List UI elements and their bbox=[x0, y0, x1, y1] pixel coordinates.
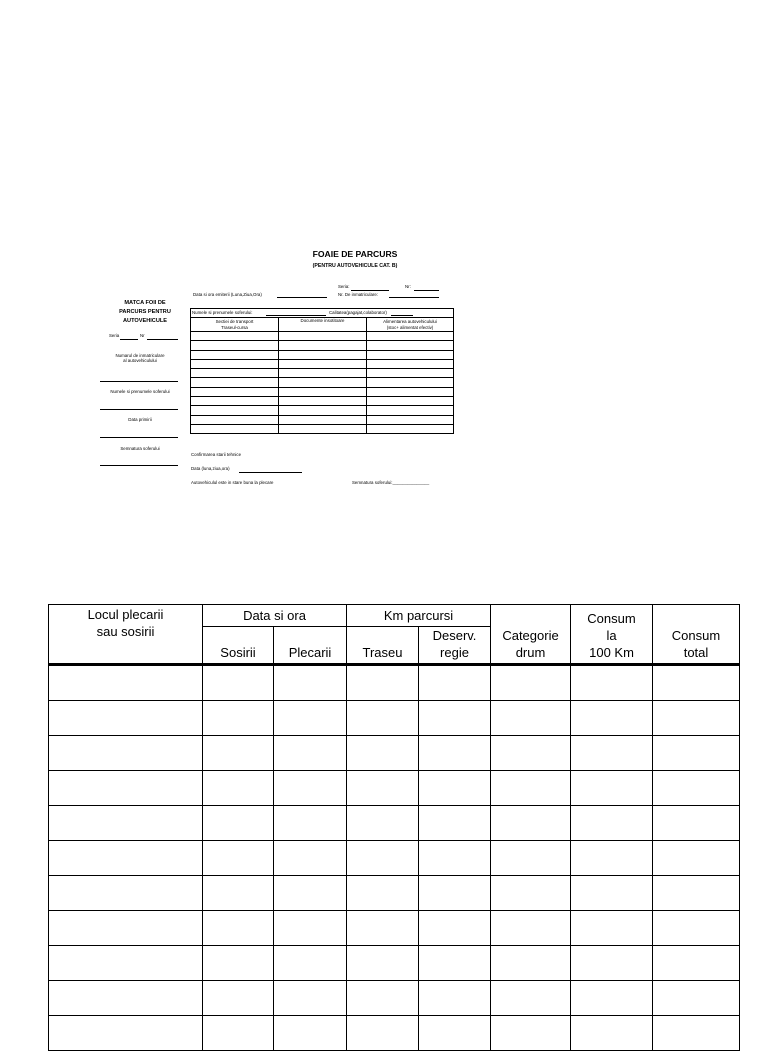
header-deserv-regie: Deserv. regie bbox=[419, 627, 491, 665]
top-table-cell[interactable] bbox=[367, 424, 454, 433]
route-table-cell[interactable] bbox=[203, 771, 274, 806]
route-table-cell[interactable] bbox=[491, 736, 571, 771]
route-table-cell[interactable] bbox=[274, 981, 347, 1016]
top-table-cell[interactable] bbox=[367, 378, 454, 387]
header-plecarii: Plecarii bbox=[274, 627, 347, 665]
route-table-cell[interactable] bbox=[419, 701, 491, 736]
form-subtitle: (PENTRU AUTOVEHICULE CAT. B) bbox=[312, 263, 398, 269]
route-table-cell[interactable] bbox=[653, 806, 740, 841]
route-table-cell[interactable] bbox=[491, 1016, 571, 1051]
driver-label: Numele si prenumele soferului: bbox=[192, 310, 253, 315]
route-table-row bbox=[49, 946, 740, 981]
route-table-cell[interactable] bbox=[571, 736, 653, 771]
route-table-cell[interactable] bbox=[419, 981, 491, 1016]
route-table-cell[interactable] bbox=[653, 981, 740, 1016]
top-table-cell[interactable] bbox=[191, 350, 279, 359]
route-table-cell[interactable] bbox=[274, 911, 347, 946]
header-km-parcursi: Km parcursi bbox=[347, 605, 491, 627]
route-table-cell[interactable] bbox=[203, 665, 274, 701]
top-table-cell[interactable] bbox=[279, 387, 367, 396]
driver-sign-label: Semnatura soferului:_______________ bbox=[352, 480, 430, 485]
route-table-cell[interactable] bbox=[274, 1016, 347, 1051]
stub-seria-label: Seria bbox=[109, 333, 120, 338]
route-table-cell[interactable] bbox=[203, 946, 274, 981]
route-table-cell[interactable] bbox=[419, 911, 491, 946]
date-emission-field[interactable] bbox=[277, 297, 327, 298]
route-table-cell[interactable] bbox=[203, 876, 274, 911]
plate-label: Nr. De inmatriculare: bbox=[338, 292, 379, 297]
route-table-row bbox=[49, 981, 740, 1016]
route-table-cell[interactable] bbox=[49, 665, 203, 701]
header-traseu: Traseu bbox=[347, 627, 419, 665]
route-table-cell[interactable] bbox=[571, 876, 653, 911]
route-table-cell[interactable] bbox=[653, 665, 740, 701]
top-table-row bbox=[191, 350, 454, 359]
route-table-row bbox=[49, 876, 740, 911]
seria-field[interactable] bbox=[351, 290, 389, 291]
quality-label: Calitatea(pagajat,colaborator) bbox=[329, 310, 387, 315]
route-table-cell[interactable] bbox=[491, 946, 571, 981]
top-table-cell[interactable] bbox=[367, 332, 454, 341]
route-table-cell[interactable] bbox=[491, 876, 571, 911]
nr-label: Nr: bbox=[405, 284, 411, 289]
top-table bbox=[190, 308, 454, 434]
top-table-cell[interactable] bbox=[367, 341, 454, 350]
route-table-cell[interactable] bbox=[653, 701, 740, 736]
route-table-cell[interactable] bbox=[274, 946, 347, 981]
route-table-cell[interactable] bbox=[571, 841, 653, 876]
route-table-cell[interactable] bbox=[419, 1016, 491, 1051]
header-consum-100km: Consum la 100 Km bbox=[571, 605, 653, 665]
nr-field[interactable] bbox=[414, 290, 439, 291]
route-table-cell[interactable] bbox=[347, 946, 419, 981]
route-table-cell[interactable] bbox=[203, 841, 274, 876]
route-table-cell[interactable] bbox=[49, 946, 203, 981]
route-table-cell[interactable] bbox=[347, 841, 419, 876]
route-table-cell[interactable] bbox=[571, 771, 653, 806]
driver-row bbox=[191, 309, 454, 318]
top-table-cell[interactable] bbox=[279, 397, 367, 406]
route-table-cell[interactable] bbox=[653, 911, 740, 946]
stub-title: MATCA FOII DE PARCURS PENTRU AUTOVEHICULE bbox=[119, 300, 171, 324]
stub-signature-field[interactable] bbox=[100, 465, 178, 466]
col-header-documente: Documente insotitoare bbox=[279, 318, 367, 332]
header-categorie: Categorie drum bbox=[491, 605, 571, 665]
top-table-cell[interactable] bbox=[191, 406, 279, 415]
route-table-cell[interactable] bbox=[203, 736, 274, 771]
top-table-cell[interactable] bbox=[367, 397, 454, 406]
stub-signature-label: Semnatura soferului bbox=[120, 446, 160, 451]
top-table-cell[interactable] bbox=[191, 424, 279, 433]
header-consum-total: Consum total bbox=[653, 605, 740, 665]
top-table-cell[interactable] bbox=[279, 406, 367, 415]
route-table-cell[interactable] bbox=[203, 806, 274, 841]
stub-plate-label: Numarul de inmatriculare al autovehiculului bbox=[115, 353, 165, 364]
route-table-cell[interactable] bbox=[653, 1016, 740, 1051]
route-table-cell[interactable] bbox=[491, 981, 571, 1016]
route-table-cell[interactable] bbox=[274, 806, 347, 841]
top-table-cell[interactable] bbox=[279, 350, 367, 359]
route-table-cell[interactable] bbox=[653, 946, 740, 981]
driver-field[interactable] bbox=[266, 315, 326, 316]
route-table-cell[interactable] bbox=[491, 701, 571, 736]
top-table-cell[interactable] bbox=[367, 406, 454, 415]
header-sosirii: Sosirii bbox=[203, 627, 274, 665]
route-table-cell[interactable] bbox=[49, 981, 203, 1016]
route-table-row bbox=[49, 806, 740, 841]
date-emission-label: Data si ora emiterii (Luna,Ziua,Ora) bbox=[193, 292, 262, 297]
route-table-cell[interactable] bbox=[49, 771, 203, 806]
route-table-cell[interactable] bbox=[347, 806, 419, 841]
top-table-cell[interactable] bbox=[191, 341, 279, 350]
route-table-cell[interactable] bbox=[571, 1016, 653, 1051]
route-table-cell[interactable] bbox=[419, 876, 491, 911]
header-locul: Locul plecarii sau sosirii bbox=[49, 605, 203, 665]
route-table-cell[interactable] bbox=[491, 771, 571, 806]
route-table-cell[interactable] bbox=[347, 701, 419, 736]
route-table-cell[interactable] bbox=[49, 806, 203, 841]
route-table-cell[interactable] bbox=[491, 911, 571, 946]
route-table-cell[interactable] bbox=[347, 911, 419, 946]
stub-driver-field[interactable] bbox=[100, 409, 178, 410]
route-table-cell[interactable] bbox=[347, 981, 419, 1016]
top-table-cell[interactable] bbox=[191, 359, 279, 368]
route-table-cell[interactable] bbox=[653, 841, 740, 876]
top-table-cell[interactable] bbox=[367, 387, 454, 396]
top-table-cell[interactable] bbox=[367, 359, 454, 368]
stub-plate-field[interactable] bbox=[100, 381, 178, 382]
top-table-cell[interactable] bbox=[279, 341, 367, 350]
top-table-cell[interactable] bbox=[279, 378, 367, 387]
top-table-cell[interactable] bbox=[191, 332, 279, 341]
route-table-cell[interactable] bbox=[419, 841, 491, 876]
header-data-si-ora: Data si ora bbox=[203, 605, 347, 627]
top-table-cell[interactable] bbox=[367, 369, 454, 378]
stub-seria-field[interactable] bbox=[120, 339, 138, 340]
route-table-row bbox=[49, 771, 740, 806]
route-table-cell[interactable] bbox=[571, 665, 653, 701]
route-table-cell[interactable] bbox=[203, 911, 274, 946]
route-table-cell[interactable] bbox=[347, 876, 419, 911]
route-table-cell[interactable] bbox=[653, 771, 740, 806]
route-table-cell[interactable] bbox=[49, 736, 203, 771]
top-table-cell[interactable] bbox=[367, 415, 454, 424]
route-table-cell[interactable] bbox=[571, 701, 653, 736]
quality-field[interactable] bbox=[391, 315, 413, 316]
route-table-cell[interactable] bbox=[347, 665, 419, 701]
top-table-row bbox=[191, 415, 454, 424]
footer-date-label: Data (luna,ziua,ora) bbox=[191, 466, 230, 471]
top-table-cell[interactable] bbox=[191, 378, 279, 387]
route-table-cell[interactable] bbox=[571, 911, 653, 946]
route-table-cell[interactable] bbox=[491, 806, 571, 841]
top-table-cell[interactable] bbox=[191, 397, 279, 406]
top-table-cell[interactable] bbox=[279, 369, 367, 378]
route-table-row bbox=[49, 701, 740, 736]
route-table-cell[interactable] bbox=[653, 876, 740, 911]
route-table-cell[interactable] bbox=[203, 981, 274, 1016]
route-table-row bbox=[49, 841, 740, 876]
top-table-row bbox=[191, 359, 454, 368]
route-table-cell[interactable] bbox=[274, 665, 347, 701]
route-table-cell[interactable] bbox=[274, 876, 347, 911]
top-table-row bbox=[191, 332, 454, 341]
form-title: FOAIE DE PARCURS bbox=[312, 249, 398, 259]
route-table-cell[interactable] bbox=[203, 701, 274, 736]
route-table-cell[interactable] bbox=[49, 911, 203, 946]
top-table-cell[interactable] bbox=[279, 415, 367, 424]
route-table-cell[interactable] bbox=[274, 771, 347, 806]
route-table-cell[interactable] bbox=[203, 1016, 274, 1051]
top-table-row bbox=[191, 387, 454, 396]
route-table-cell[interactable] bbox=[49, 841, 203, 876]
route-table-row bbox=[49, 1016, 740, 1051]
top-table-cell[interactable] bbox=[191, 415, 279, 424]
plate-field[interactable] bbox=[389, 297, 439, 298]
top-table-cell[interactable] bbox=[279, 359, 367, 368]
top-table-row bbox=[191, 406, 454, 415]
top-table-cell[interactable] bbox=[191, 387, 279, 396]
route-table-row bbox=[49, 736, 740, 771]
top-table-cell[interactable] bbox=[367, 350, 454, 359]
col-header-alimentare: Alimentarea autovehiculului (stoc+ alimentat efectiv) bbox=[367, 318, 454, 332]
route-table-cell[interactable] bbox=[274, 736, 347, 771]
route-table-cell[interactable] bbox=[347, 1016, 419, 1051]
route-table-cell[interactable] bbox=[571, 981, 653, 1016]
tech-confirm-label: Confirmarea starii tehnice bbox=[191, 452, 242, 457]
route-table-cell[interactable] bbox=[49, 701, 203, 736]
stub-driver-label: Numele si prenumele soferului bbox=[110, 389, 170, 394]
top-table-row bbox=[191, 424, 454, 433]
route-table-cell[interactable] bbox=[419, 946, 491, 981]
route-table-cell[interactable] bbox=[571, 946, 653, 981]
stub-nr-field[interactable] bbox=[147, 339, 178, 340]
col-header-traseu: Sectiei de transport Traseul-cursa bbox=[191, 318, 279, 332]
top-table-row bbox=[191, 369, 454, 378]
route-table-cell[interactable] bbox=[419, 736, 491, 771]
route-table-row bbox=[49, 911, 740, 946]
stub-nr-label: Nr bbox=[140, 333, 145, 338]
route-table-cell[interactable] bbox=[491, 665, 571, 701]
route-table bbox=[48, 604, 740, 1051]
top-table-cell[interactable] bbox=[279, 332, 367, 341]
top-table-cell[interactable] bbox=[191, 369, 279, 378]
route-table-cell[interactable] bbox=[419, 771, 491, 806]
stub-received-label: Data primirii bbox=[128, 417, 152, 422]
vehicle-ok-label: Autovehiculul este in stare buna la plecare bbox=[191, 480, 274, 485]
top-table-row bbox=[191, 378, 454, 387]
route-table-cell[interactable] bbox=[347, 771, 419, 806]
route-table-row bbox=[49, 665, 740, 701]
route-table-cell[interactable] bbox=[419, 806, 491, 841]
stub-received-field[interactable] bbox=[100, 437, 178, 438]
route-table-cell[interactable] bbox=[571, 806, 653, 841]
top-table-row bbox=[191, 397, 454, 406]
route-table-cell[interactable] bbox=[49, 1016, 203, 1051]
route-table-cell[interactable] bbox=[274, 841, 347, 876]
top-table-cell[interactable] bbox=[279, 424, 367, 433]
route-table-cell[interactable] bbox=[491, 841, 571, 876]
route-table-cell[interactable] bbox=[419, 665, 491, 701]
seria-label: Seria: bbox=[338, 284, 350, 289]
route-table-cell[interactable] bbox=[653, 736, 740, 771]
route-table-cell[interactable] bbox=[49, 876, 203, 911]
top-table-row bbox=[191, 341, 454, 350]
route-table-cell[interactable] bbox=[347, 736, 419, 771]
footer-date-field[interactable] bbox=[239, 472, 302, 473]
route-table-cell[interactable] bbox=[274, 701, 347, 736]
